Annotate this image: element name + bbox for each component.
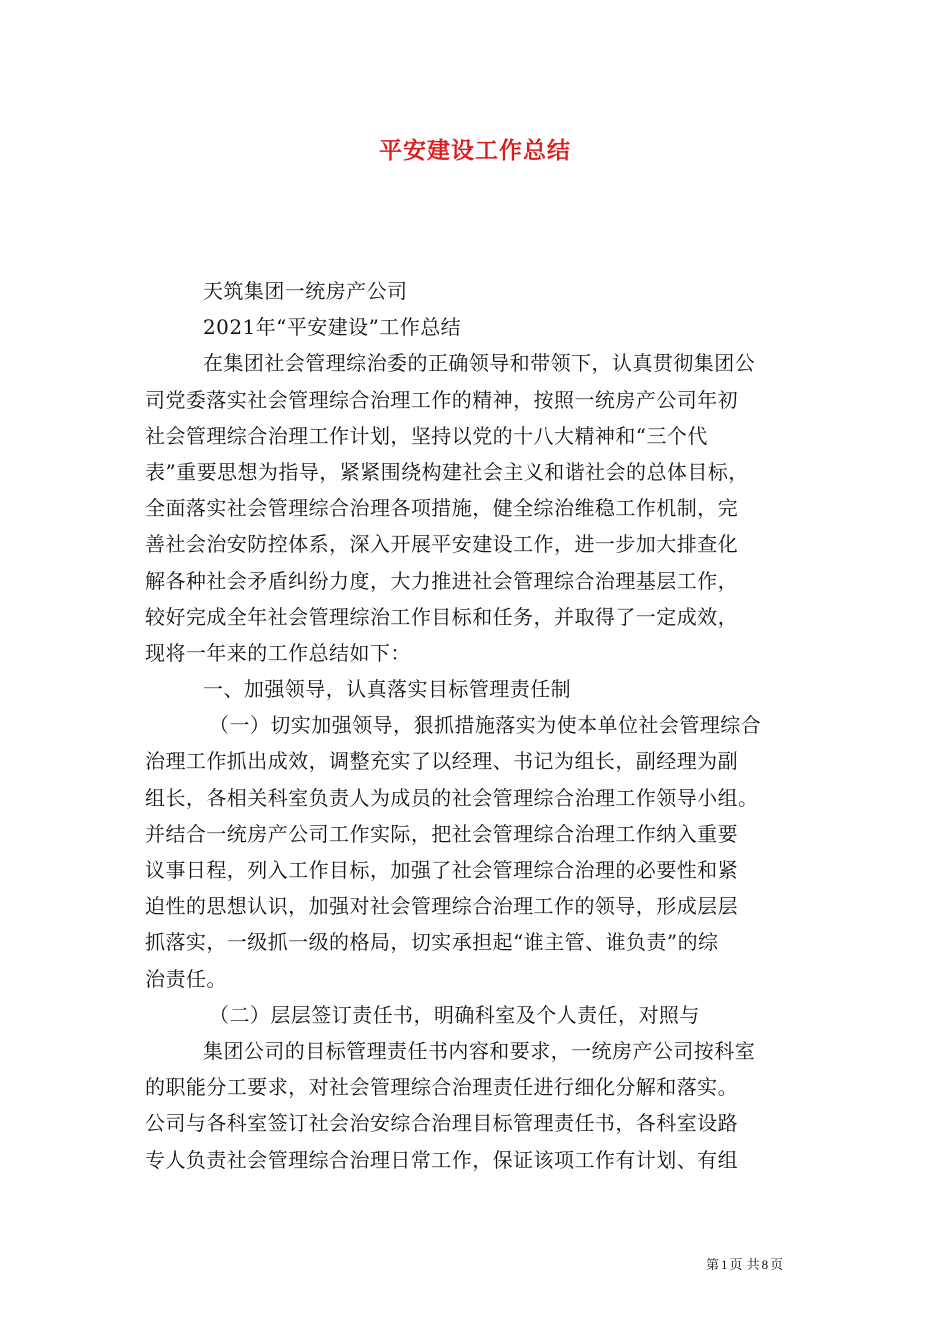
body-line: 全面落实社会管理综合治理各项措施，健全综治维稳工作机制，完 — [145, 496, 739, 521]
body-line: 2021年“平安建设”工作总结 — [203, 315, 462, 340]
body-line: 善社会治安防控体系，深入开展平安建设工作，进一步加大排查化 — [145, 532, 739, 557]
body-line: 抓落实，一级抓一级的格局，切实承担起“谁主管、谁负责”的综 — [145, 930, 719, 955]
footer-middle: 页 共 — [729, 1258, 760, 1273]
body-line: 天筑集团一统房产公司 — [203, 279, 408, 303]
body-line: 迫性的思想认识，加强对社会管理综合治理工作的领导，形成层层 — [145, 894, 739, 919]
body-line: 治理工作抓出成效，调整充实了以经理、书记为组长，副经理为副 — [145, 749, 739, 774]
body-line: 公司与各科室签订社会治安综合治理目标管理责任书，各科室设路 — [145, 1111, 739, 1136]
body-line: 议事日程，列入工作目标，加强了社会管理综合治理的必要性和紧 — [145, 858, 739, 882]
document-body — [145, 273, 809, 1178]
body-line: 解各种社会矛盾纠纷力度，大力推进社会管理综合治理基层工作， — [145, 568, 739, 593]
body-line: 较好完成全年社会管理综治工作目标和任务，并取得了一定成效， — [145, 604, 739, 629]
section-heading: 一、加强领导，认真落实目标管理责任制 — [203, 677, 572, 702]
current-page-number: 1 — [721, 1257, 728, 1272]
body-line: 集团公司的目标管理责任书内容和要求，一统房产公司按科室 — [203, 1038, 756, 1063]
page-number-footer — [706, 1254, 783, 1273]
body-line: 社会管理综合治理工作计划，坚持以党的十八大精神和“三个代 — [145, 423, 708, 448]
body-line: 现将一年来的工作总结如下： — [145, 640, 411, 665]
body-line: 在集团社会管理综治委的正确领导和带领下，认真贯彻集团公 — [203, 351, 756, 376]
body-line: 的职能分工要求，对社会管理综合治理责任进行细化分解和落实。 — [145, 1075, 739, 1100]
total-page-count: 8 — [761, 1257, 769, 1272]
body-line: （二）层层签订责任书，明确科室及个人责任，对照与 — [209, 1002, 700, 1027]
body-line: 专人负责社会管理综合治理日常工作，保证该项工作有计划、有组 — [145, 1147, 739, 1172]
footer-prefix: 第 — [706, 1258, 720, 1273]
body-line: 并结合一统房产公司工作实际，把社会管理综合治理工作纳入重要 — [145, 821, 739, 846]
body-line: 组长，各相关科室负责人为成员的社会管理综合治理工作领导小组。 — [145, 785, 759, 810]
body-line: 治责任。 — [145, 966, 227, 991]
document-title: 平安建设工作总结 — [379, 137, 571, 164]
body-line: 司党委落实社会管理综合治理工作的精神，按照一统房产公司年初 — [145, 387, 739, 412]
footer-suffix: 页 — [770, 1258, 784, 1273]
body-line: （一）切实加强领导，狠抓措施落实为使本单位社会管理综合 — [209, 713, 762, 738]
body-line: 表”重要思想为指导，紧紧围绕构建社会主义和谐社会的总体目标， — [145, 459, 749, 484]
